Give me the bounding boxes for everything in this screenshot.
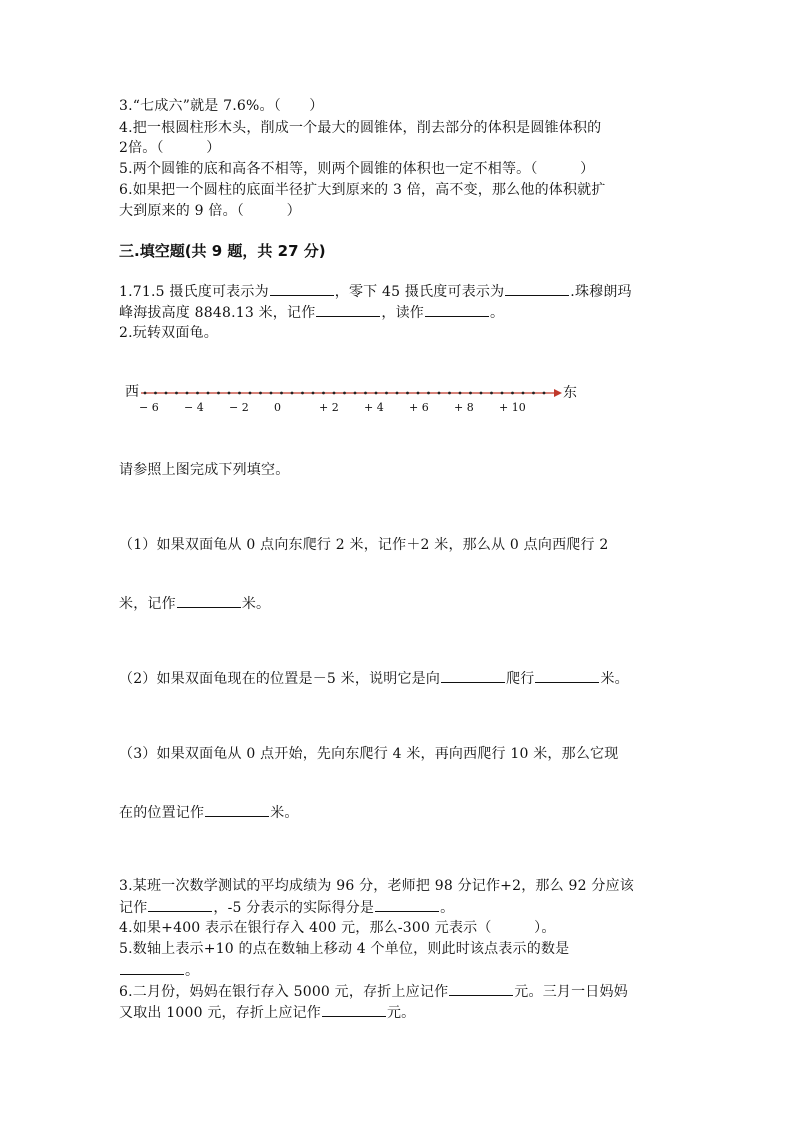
answer-blank[interactable] (322, 1002, 386, 1017)
tick-dot (469, 392, 472, 395)
tick-dot (532, 392, 535, 395)
answer-blank[interactable] (535, 668, 599, 683)
fill-q6-line2 (119, 1002, 415, 1023)
judge-q4-line1: 4.把一根圆柱形木头，削成一个最大的圆锥体，削去部分的体积是圆锥体积的 (119, 120, 602, 136)
tick-dot (333, 392, 336, 395)
fill-q1-text-f: 。 (490, 305, 505, 321)
fill-q3-text-b: ，-5 分表示的实际得分是 (213, 900, 375, 916)
fill-q2: 2.玩转双面龟。 (119, 325, 218, 341)
fill-q6-text-c: 又取出 1000 元，存折上应记作 (119, 1005, 321, 1021)
answer-blank[interactable] (270, 281, 334, 296)
sub1-line1: （1）如果双面龟从 0 点向东爬行 2 米，记作＋2 米，那么从 0 点向西爬行 2 (119, 537, 609, 553)
tick-dot (501, 392, 504, 395)
tick-dot (280, 392, 283, 395)
tick-dot (375, 392, 378, 395)
tick-dot (217, 392, 220, 395)
tick-dot (322, 392, 325, 395)
tick-label: + 2 (319, 401, 339, 414)
fill-q1-text-e: ，读作 (381, 305, 425, 321)
answer-blank[interactable] (375, 897, 439, 912)
tick-dot (165, 392, 168, 395)
fill-q3-text-c: 。 (440, 900, 455, 916)
fill-q6-line1 (119, 981, 628, 1002)
fill-q6-text-d: 元。 (386, 1005, 416, 1021)
sub3-line1: （3）如果双面龟从 0 点开始，先向东爬行 4 米，再向西爬行 10 米，那么它现 (119, 746, 619, 762)
tick-dot (448, 392, 451, 395)
sub1-line2 (119, 593, 270, 614)
fill-q6-text-a: 6.二月份，妈妈在银行存入 5000 元，存折上应记作 (119, 984, 449, 1000)
fill-q1-line2 (119, 302, 504, 323)
fill-q1-text-d: 峰海拔高度 8848.13 米，记作 (119, 305, 316, 321)
answer-blank[interactable] (148, 897, 212, 912)
fill-q5-line2 (119, 960, 199, 981)
tick-label: − 6 (139, 401, 159, 414)
instruction: 请参照上图完成下列填空。 (119, 462, 290, 478)
tick-dot (354, 392, 357, 395)
tick-label: − 4 (184, 401, 204, 414)
tick-dot (228, 392, 231, 395)
west-label: 西 (125, 384, 139, 400)
tick-label: + 6 (409, 401, 429, 414)
tick-dot (511, 392, 514, 395)
fill-q5-end: 。 (185, 963, 200, 979)
fill-q1-text-b: ，零下 45 摄氏度可表示为 (334, 284, 505, 300)
tick-label: + 10 (499, 401, 526, 414)
fill-q3-text-a: 记作 (119, 900, 148, 916)
answer-blank[interactable] (425, 302, 489, 317)
tick-label: + 8 (454, 401, 474, 414)
tick-dot (238, 392, 241, 395)
fill-q5-line1: 5.数轴上表示+10 的点在数轴上移动 4 个单位，则此时该点表示的数是 (119, 941, 570, 957)
tick-dot (249, 392, 252, 395)
east-label: 东 (563, 385, 577, 401)
judge-q6-line1: 6.如果把一个圆柱的底面半径扩大到原来的 3 倍，高不变，那么他的体积就扩 (119, 182, 606, 198)
tick-dot (438, 392, 441, 395)
judge-q6-line2: 大到原来的 9 倍。（ ） (119, 203, 301, 219)
sub3-text-a: 在的位置记作 (119, 805, 205, 821)
answer-blank[interactable] (205, 802, 269, 817)
sub2-line (119, 668, 629, 689)
tick-dot (270, 392, 273, 395)
judge-q5: 5.两个圆锥的底和高各不相等，则两个圆锥的体积也一定不相等。（ ） (119, 161, 595, 177)
sub2-text-a: （2）如果双面龟现在的位置是－5 米，说明它是向 (119, 671, 441, 687)
fill-q1-text-a: 1.71.5 摄氏度可表示为 (119, 284, 269, 300)
tick-dot (364, 392, 367, 395)
sub1-text-b: 米。 (241, 596, 271, 612)
sub3-text-b: 米。 (270, 805, 299, 821)
tick-dot (543, 392, 546, 395)
sub2-text-b: 爬行 (506, 671, 535, 687)
tick-dot (490, 392, 493, 395)
axis-arrow-icon (554, 389, 562, 397)
answer-blank[interactable] (441, 668, 505, 683)
tick-dot (154, 392, 157, 395)
judge-q4-line2: 2倍。（ ） (119, 140, 221, 156)
tick-dot (196, 392, 199, 395)
tick-dot (417, 392, 420, 395)
tick-dot (427, 392, 430, 395)
tick-dot (522, 392, 525, 395)
number-line-diagram (119, 378, 589, 418)
tick-dot (459, 392, 462, 395)
answer-blank[interactable] (505, 281, 569, 296)
sub1-text-a: 米，记作 (119, 596, 176, 612)
fill-q3-line2 (119, 897, 454, 918)
sub2-text-c: 米。 (600, 671, 629, 687)
tick-dot (312, 392, 315, 395)
sub3-line2 (119, 802, 299, 823)
tick-label: − 2 (229, 401, 249, 414)
answer-blank[interactable] (120, 960, 184, 975)
tick-dot (396, 392, 399, 395)
tick-dot (406, 392, 409, 395)
tick-label: + 4 (364, 401, 384, 414)
tick-dot (207, 392, 210, 395)
fill-q1-text-c: .珠穆朗玛 (570, 284, 632, 300)
tick-dot (259, 392, 262, 395)
section-title: 三.填空题(共 9 题，共 27 分) (119, 242, 326, 260)
tick-dot (186, 392, 189, 395)
fill-q6-text-b: 元。三月一日妈妈 (514, 984, 628, 1000)
tick-dot (343, 392, 346, 395)
fill-q3-line1: 3.某班一次数学测试的平均成绩为 96 分，老师把 98 分记作+2，那么 92 分应该 (119, 878, 634, 894)
judge-q3: 3.“七成六”就是 7.6%。（ ） (119, 98, 324, 114)
answer-blank[interactable] (316, 302, 380, 317)
tick-dot (175, 392, 178, 395)
fill-q1-line1 (119, 281, 632, 302)
fill-q4: 4.如果+400 表示在银行存入 400 元，那么-300 元表示（ ）。 (119, 920, 556, 936)
tick-label: 0 (274, 401, 281, 414)
tick-dot (385, 392, 388, 395)
tick-dot (301, 392, 304, 395)
tick-dot (144, 392, 147, 395)
tick-labels (139, 401, 526, 414)
tick-dot (291, 392, 294, 395)
answer-blank[interactable] (177, 593, 241, 608)
tick-dot (480, 392, 483, 395)
answer-blank[interactable] (449, 981, 513, 996)
